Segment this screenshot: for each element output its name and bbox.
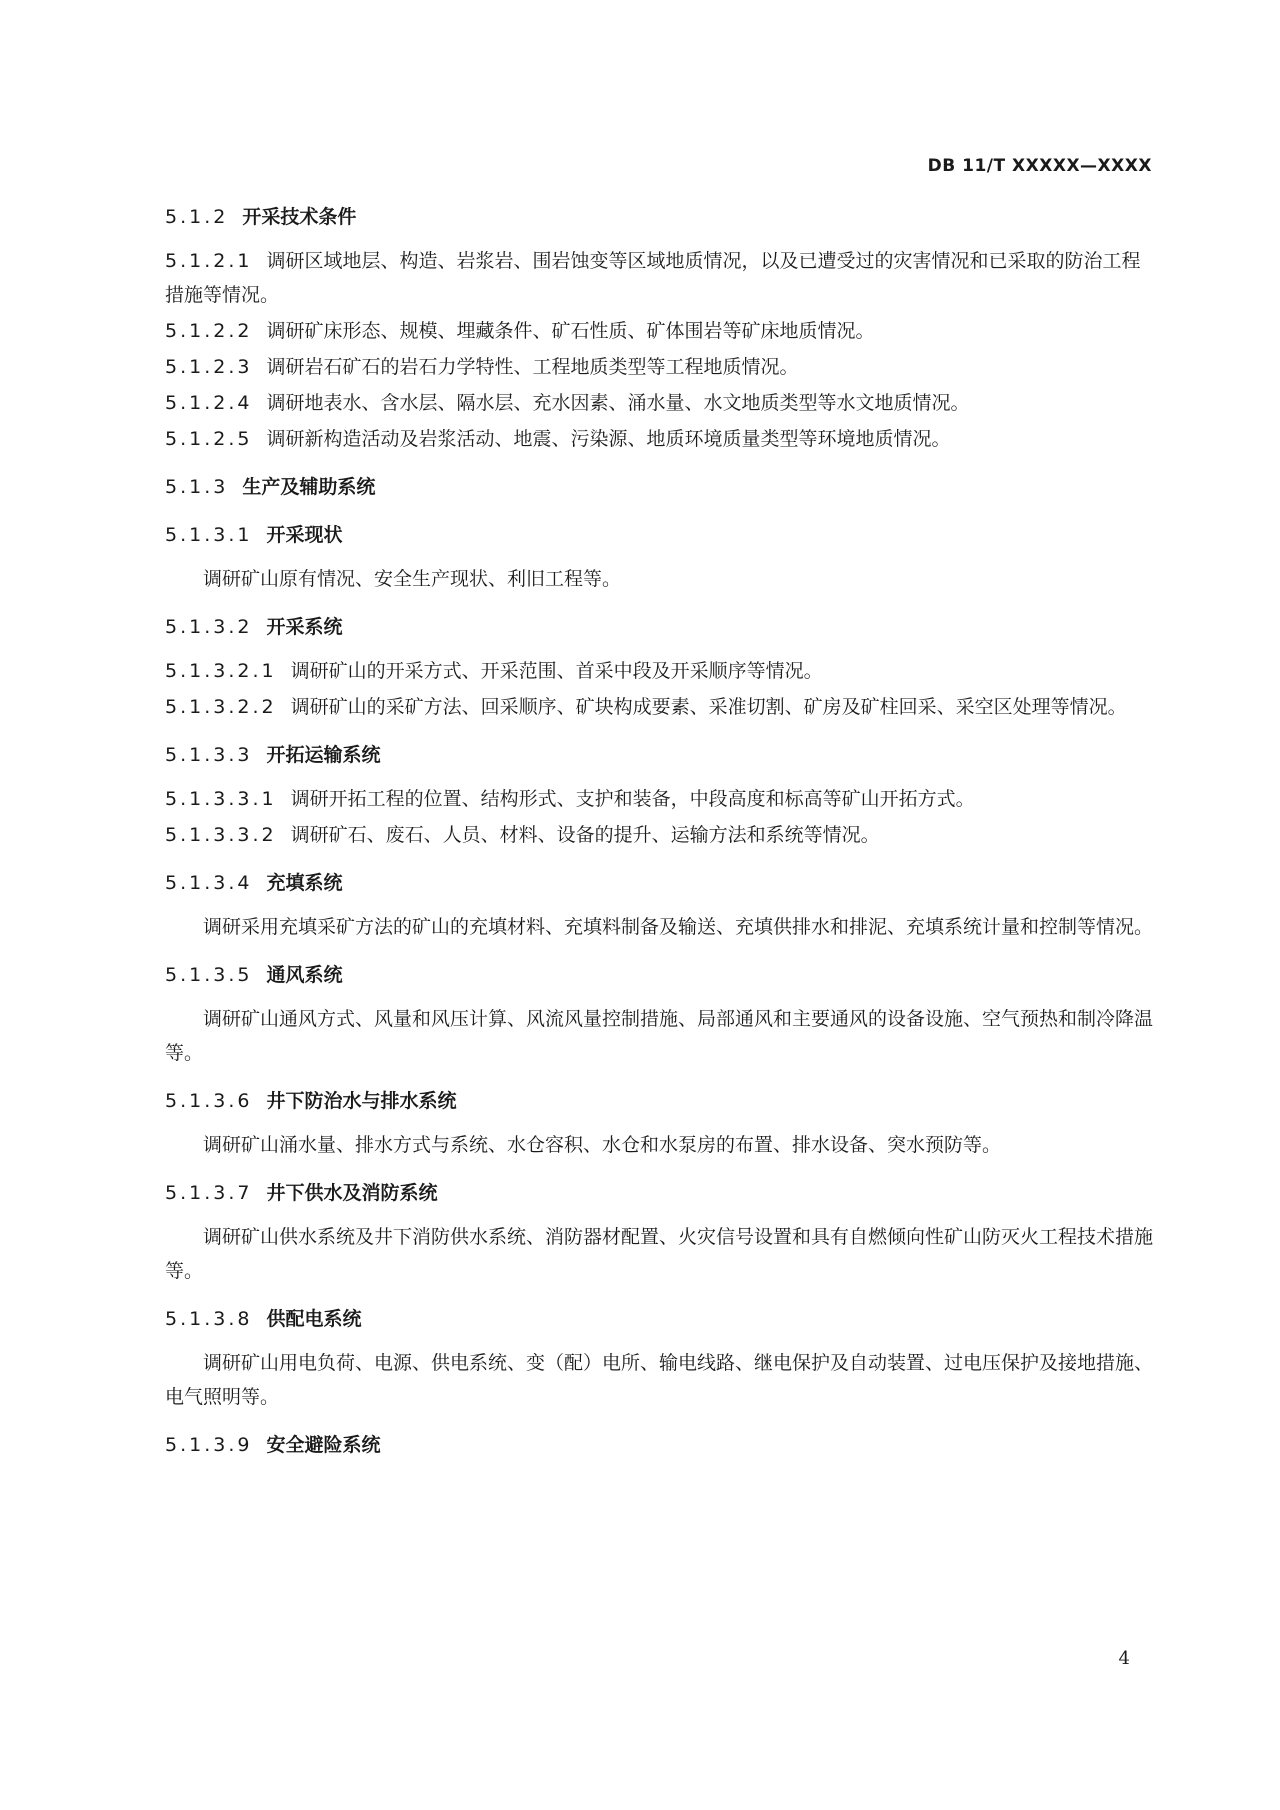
- clause-5-1-2-3: 5.1.2.3 调研岩石矿石的岩石力学特性、工程地质类型等工程地质情况。: [165, 356, 799, 378]
- page-number: 4: [1118, 1648, 1130, 1669]
- heading-5-1-3-3: 5.1.3.3 开拓运输系统: [165, 744, 381, 766]
- paragraph-5-1-3-4: 调研采用充填采矿方法的矿山的充填材料、充填料制备及输送、充填供排水和排泥、充填系统计量和控制等情况。: [203, 916, 1154, 938]
- clause-5-1-3-2-2: 5.1.3.2.2 调研矿山的采矿方法、回采顺序、矿块构成要素、采准切割、矿房及矿柱回采、采空区处理等情况。: [165, 696, 1127, 718]
- paragraph-5-1-3-7: 调研矿山供水系统及井下消防供水系统、消防器材配置、火灾信号设置和具有自燃倾向性矿山防灭火工程技术措施等。: [165, 1226, 1154, 1282]
- clause-5-1-2-5: 5.1.2.5 调研新构造活动及岩浆活动、地震、污染源、地质环境质量类型等环境地质情况。: [165, 428, 951, 450]
- heading-5-1-3-5: 5.1.3.5 通风系统: [165, 964, 343, 986]
- document-body: [165, 200, 1155, 1462]
- clause-5-1-3-3-2: 5.1.3.3.2 调研矿石、废石、人员、材料、设备的提升、运输方法和系统等情况。: [165, 824, 880, 846]
- paragraph-5-1-3-8: 调研矿山用电负荷、电源、供电系统、变（配）电所、输电线路、继电保护及自动装置、过电压保护及接地措施、电气照明等。: [165, 1352, 1154, 1408]
- document-code: DB 11/T XXXXX—XXXX: [927, 156, 1152, 176]
- paragraph-5-1-3-1: 调研矿山原有情况、安全生产现状、利旧工程等。: [203, 568, 622, 590]
- clause-5-1-2-4: 5.1.2.4 调研地表水、含水层、隔水层、充水因素、涌水量、水文地质类型等水文地质情况。: [165, 392, 970, 414]
- paragraph-5-1-3-5: 调研矿山通风方式、风量和风压计算、风流风量控制措施、局部通风和主要通风的设备设施、空气预热和制冷降温等。: [165, 1008, 1154, 1064]
- clause-5-1-2-1: 5.1.2.1 调研区域地层、构造、岩浆岩、围岩蚀变等区域地质情况，以及已遭受过的灾害情况和已采取的防治工程措施等情况。: [165, 250, 1141, 306]
- heading-5-1-3-2: 5.1.3.2 开采系统: [165, 616, 343, 638]
- heading-5-1-3-7: 5.1.3.7 井下供水及消防系统: [165, 1182, 438, 1204]
- heading-5-1-2: 5.1.2 开采技术条件: [165, 206, 357, 228]
- paragraph-5-1-3-6: 调研矿山涌水量、排水方式与系统、水仓容积、水仓和水泵房的布置、排水设备、突水预防等。: [203, 1134, 1002, 1156]
- clause-5-1-2-2: 5.1.2.2 调研矿床形态、规模、埋藏条件、矿石性质、矿体围岩等矿床地质情况。: [165, 320, 875, 342]
- heading-5-1-3: 5.1.3 生产及辅助系统: [165, 476, 376, 498]
- heading-5-1-3-6: 5.1.3.6 井下防治水与排水系统: [165, 1090, 457, 1112]
- heading-5-1-3-9: 5.1.3.9 安全避险系统: [165, 1434, 381, 1456]
- heading-5-1-3-8: 5.1.3.8 供配电系统: [165, 1308, 362, 1330]
- heading-5-1-3-1: 5.1.3.1 开采现状: [165, 524, 343, 546]
- clause-5-1-3-3-1: 5.1.3.3.1 调研开拓工程的位置、结构形式、支护和装备，中段高度和标高等矿山开拓方式。: [165, 788, 975, 810]
- heading-5-1-3-4: 5.1.3.4 充填系统: [165, 872, 343, 894]
- clause-5-1-3-2-1: 5.1.3.2.1 调研矿山的开采方式、开采范围、首采中段及开采顺序等情况。: [165, 660, 823, 682]
